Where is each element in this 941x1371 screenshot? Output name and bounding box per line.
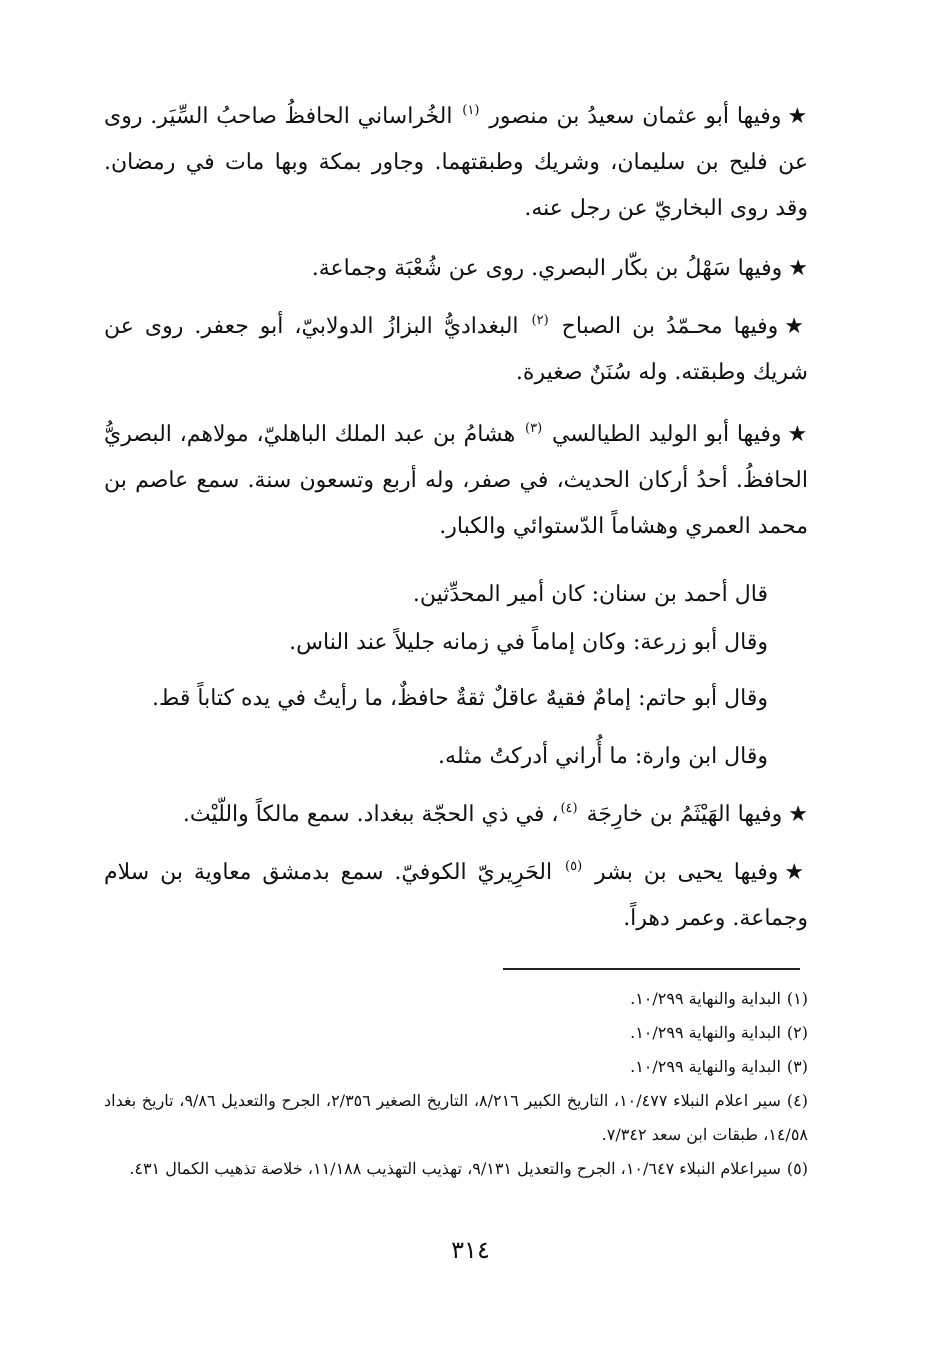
entry-text: البغداديُّ البزازُ الدولابيّ، أبو جعفر. روى عن شريك وطبقته. وله سُنَنٌ صغيرة. (104, 314, 808, 385)
footnote-item (104, 1050, 808, 1084)
footnote-item (104, 1016, 808, 1050)
quote-line: قال أحمد بن سنان: كان أمير المحدِّثين. (412, 582, 768, 607)
footnote-text: سيراعلام النبلاء ١٠/٦٤٧، الجرح والتعديل ٩/١٣١، تهذيب التهذيب ١١/١٨٨، خلاصة تذهيب الكمال ٤٣١. (129, 1159, 781, 1178)
star-bullet-icon: ★ (787, 104, 808, 129)
entry-text: الخُراساني الحافظُ صاحبُ السِّيَر. روى عن فليح بن سليمان، وشريك وطبقتهما. وجاور بمكة وبها مات في رمضان. وقد روى البخاريّ عن رجل عنه. (104, 104, 808, 221)
entry-text: وفيها الهَيْثَمُ بن خارِجَة (586, 802, 783, 827)
footnote-text: سير اعلام النبلاء ١٠/٤٧٧، التاريخ الكبير ٨/٢١٦، التاريخ الصغير ٢/٣٥٦، الجرح والتعديل ٩/٨٦، تاريخ بغداد ١٤/٥٨، طبقات ابن سعد ٧/٣٤٢. (104, 1091, 808, 1144)
footnote-text: البداية والنهاية ١٠/٢٩٩. (630, 989, 781, 1008)
quote-line: وقال ابن وارة: ما أُراني أدركتُ مثله. (438, 744, 768, 769)
star-bullet-icon: ★ (787, 422, 808, 447)
footnote-item (104, 1152, 808, 1186)
footnote-number: (٣) (786, 1057, 808, 1076)
star-bullet-icon: ★ (788, 802, 808, 827)
entry-text: وفيها محـمّدُ بن الصباح (561, 314, 779, 339)
entry-text: وفيها أبو الوليد الطيالسي (551, 422, 782, 447)
footnote-text: البداية والنهاية ١٠/٢٩٩. (630, 1023, 781, 1042)
entry-text: ، في ذي الحجّة ببغداد. سمع مالكاً واللّيْث. (182, 802, 559, 827)
star-bullet-icon: ★ (784, 314, 809, 339)
entry-paragraph (104, 246, 808, 292)
star-bullet-icon: ★ (784, 860, 808, 885)
entry-text: وفيها سَهْلُ بن بكّار البصري. روى عن شُعْبَة وجماعة. (311, 256, 783, 281)
footnote-number: (٤) (786, 1091, 809, 1110)
quote-line: وقال أبو حاتم: إمامٌ فقيهٌ عاقلٌ ثقةٌ حافظٌ، ما رأيتُ في يده كتاباً قط. (151, 686, 768, 711)
entry-paragraph (104, 94, 808, 232)
entry-paragraph (104, 412, 808, 550)
footnote-ref[interactable]: (٥) (565, 859, 583, 874)
footnote-number: (١) (786, 989, 808, 1008)
entry-text: وفيها أبو عثمان سعيدُ بن منصور (489, 104, 782, 129)
star-bullet-icon: ★ (788, 256, 808, 281)
entry-paragraph (104, 850, 808, 942)
entry-text: الحَرِيريّ الكوفيّ. سمع بدمشق معاوية بن سلام وجماعة. وعمر دهراً. (104, 860, 808, 931)
footnote-item (104, 982, 808, 1016)
footnote-ref[interactable]: (٣) (525, 421, 543, 436)
entry-text: وفيها يحيى بن بشر (595, 860, 779, 885)
entry-text: هشامُ بن عبد الملك الباهليّ، مولاهم، البصريُّ الحافظُ. أحدُ أركان الحديث، في صفر، وله أربع وتسعون سنة. سمع عاصم بن محمد العمري وهشاماً الدّستوائي والكبار. (104, 422, 808, 539)
page-number: ٣١٤ (451, 1236, 490, 1264)
footnote-number: (٢) (786, 1023, 808, 1042)
footnote-number: (٥) (786, 1159, 808, 1178)
footnote-divider (503, 968, 800, 970)
footnote-text: البداية والنهاية ١٠/٢٩٩. (630, 1057, 781, 1076)
footnote-ref[interactable]: (١) (462, 103, 480, 118)
entry-paragraph (104, 792, 808, 838)
footnote-ref[interactable]: (٤) (560, 801, 578, 816)
entry-paragraph (104, 304, 808, 396)
footnote-ref[interactable]: (٢) (531, 313, 549, 328)
footnotes (104, 982, 808, 1186)
quote-line: وقال أبو زرعة: وكان إماماً في زمانه جليلاً عند الناس. (289, 630, 768, 655)
footnote-item (104, 1084, 808, 1152)
